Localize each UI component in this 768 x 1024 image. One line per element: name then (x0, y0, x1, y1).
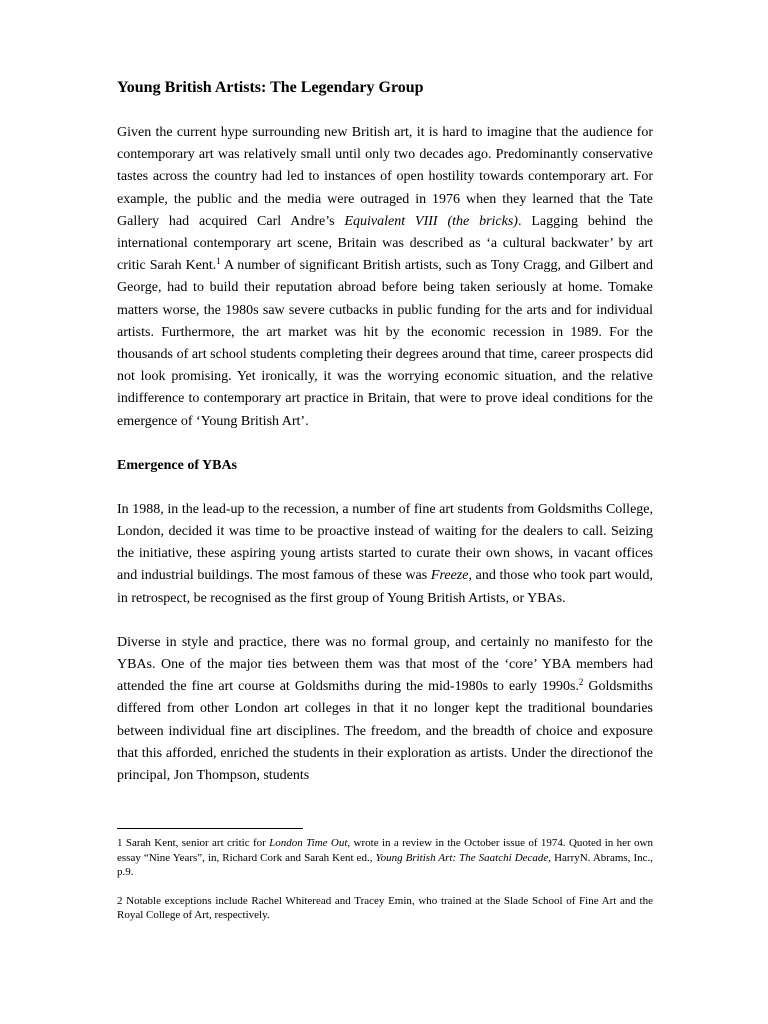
footnote-ref-2: 2 (578, 677, 584, 688)
footnotes (117, 836, 653, 923)
footnote-2: 2 Notable exceptions include Rachel Whiteread and Tracey Emin, who trained at the Slade School of Fine Art and the Royal College of Art, respectively. (117, 894, 653, 921)
footnote-1: 1 Sarah Kent, senior art critic for London Time Out, wrote in a review in the October issue of 1974. Quoted in her own essay “Nine Years”, in, Richard Cork and Sarah Kent ed., Young British Art: The Saatchi Decade, HarryN. Abrams, Inc., p.9. (117, 837, 653, 878)
footnote-ref-1: 1 (216, 256, 221, 267)
footnote-divider (117, 828, 303, 829)
section-paragraph-2: Diverse in style and practice, there was no formal group, and certainly no manifesto for the YBAs. One of the major ties between them was that most of the ‘core’ YBA members had attended the fine art course at Goldsmiths during the mid-1980s to early 1990s.$^2$ Goldsmiths differed from other London art colleges in that it no longer kept the traditional boundaries between individual fine art disciplines. The freedom, and the breadth of choice and exposure that this afforded, enriched the students in their exploration as artists. Under the directionof the principal, Jon Thompson, students (117, 634, 653, 784)
exhibition-title: Freeze (430, 568, 469, 584)
section-paragraph-1: In 1988, in the lead-up to the recession, a number of fine art students from Goldsmiths College, London, decided it was time to be proactive instead of waiting for the dealers to call. Seizing the initiative, these aspiring young artists started to curate their own shows, in vacant offices and industrial buildings. The most famous of these was Freeze, and those who took part would, in retrospect, be recognised as the first group of Young British Artists, or YBAs. (117, 501, 654, 606)
artwork-title: Equivalent VIII (the bricks) (344, 213, 518, 229)
intro-paragraph: Given the current hype surrounding new British art, it is hard to imagine that the audience for contemporary art was relatively small until only two decades ago. Predominantly conservative tastes across the country had led to instances of open hostility towards contemporary art. For example, the public and the media were outraged in 1976 when they learned that the Tate Gallery had acquired Carl Andre’s Equivalent VIII (the bricks). Lagging behind the international contemporary art scene, Britain was described as ‘a cultural backwater’ by art critic Sarah Kent.$^1$ A number of significant British artists, such as Tony Cragg, and Gilbert and George, had to build their reputation abroad before being taken seriously at home. Tomake matters worse, the 1980s saw severe cutbacks in public funding for the arts and for individual artists. Furthermore, the art market was hit by the economic recession in 1989. For the thousands of art school students completing their degrees around that time, career prospects did not look promising. Yet ironically, it was the worrying economic situation, and the relative indifference to contemporary art practice in Britain, that were to prove ideal conditions for the emergence of ‘Young British Art’. (117, 125, 654, 429)
document-body (117, 76, 653, 787)
section-heading: Emergence of YBAs (117, 457, 238, 473)
document-title: Young British Artists: The Legendary Group (117, 79, 424, 96)
